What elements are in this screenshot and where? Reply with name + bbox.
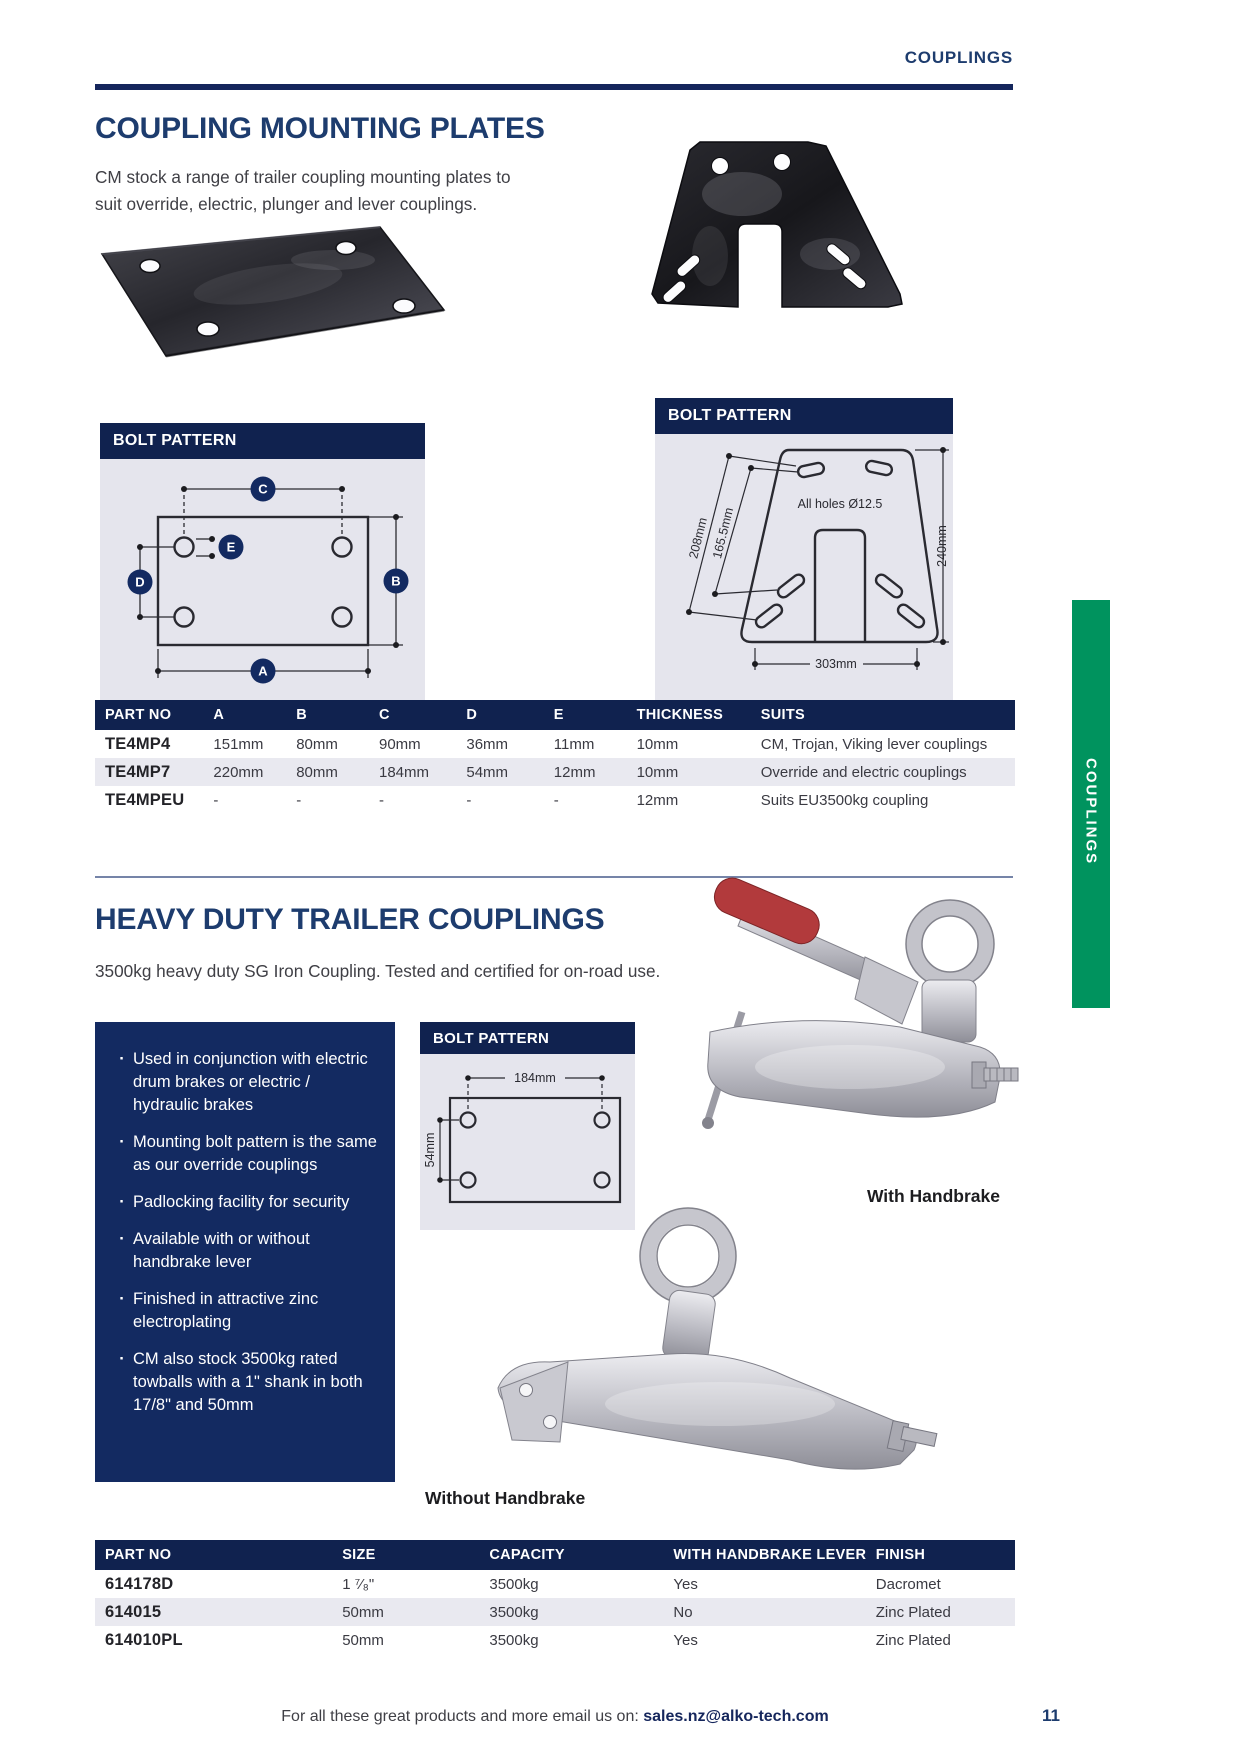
cell: - bbox=[296, 791, 302, 809]
list-item bbox=[111, 1191, 377, 1214]
cell: 50mm bbox=[342, 1631, 384, 1649]
intro-line-1: CM stock a range of trailer coupling mounting plates to bbox=[95, 167, 511, 187]
bullet-text: · Used in conjunction with electric drum brakes or electric / hydraulic brakes bbox=[133, 1050, 368, 1114]
bolt-pattern-header: BOLT PATTERN bbox=[655, 398, 953, 434]
list-item bbox=[111, 1131, 377, 1177]
bullet-text: · Mounting bolt pattern is the same as our override couplings bbox=[133, 1133, 377, 1174]
cell: 80mm bbox=[288, 758, 371, 786]
with-handbrake-illustration bbox=[650, 862, 1020, 1182]
part-no: TE4MP4 bbox=[105, 734, 171, 753]
col-part-no: PART NO bbox=[95, 700, 205, 730]
page-number: 11 bbox=[1042, 1706, 1060, 1725]
bolt-pattern-diagram-right bbox=[655, 434, 953, 701]
table-row bbox=[95, 730, 1015, 758]
col-c: C bbox=[371, 700, 458, 730]
list-item bbox=[111, 1288, 377, 1334]
without-handbrake-photo bbox=[470, 1192, 940, 1487]
dim-badge-a: A bbox=[258, 663, 268, 679]
table-row bbox=[95, 1598, 1015, 1626]
cell: 80mm bbox=[296, 735, 338, 753]
dim-208: 208mm bbox=[686, 516, 710, 560]
footer-text: For all these great products and more email us on: bbox=[281, 1708, 639, 1725]
bullet-text: · CM also stock 3500kg rated towballs with a 1" shank in both 17/8" and 50mm bbox=[133, 1350, 363, 1414]
table-row bbox=[95, 758, 1015, 786]
col-suits: SUITS bbox=[753, 700, 1015, 730]
cell: 3500kg bbox=[481, 1598, 665, 1626]
table-row bbox=[95, 1570, 1015, 1598]
cell: Dacromet bbox=[875, 1575, 941, 1593]
bolt-pattern-header: BOLT PATTERN bbox=[100, 423, 425, 459]
part-no: 614015 bbox=[95, 1598, 334, 1626]
bolt-pattern-header: BOLT PATTERN bbox=[420, 1022, 635, 1054]
list-item bbox=[111, 1228, 377, 1274]
cell: 10mm bbox=[636, 735, 679, 753]
col-handbrake: WITH HANDBRAKE LEVER bbox=[665, 1540, 867, 1570]
dim-badge-b: B bbox=[391, 573, 401, 589]
cell: Zinc Plated bbox=[875, 1631, 951, 1649]
cell: Suits EU3500kg coupling bbox=[760, 791, 929, 809]
section1-title: COUPLING MOUNTING PLATES bbox=[95, 112, 545, 145]
features-box bbox=[95, 1022, 395, 1482]
with-handbrake-photo bbox=[650, 862, 1020, 1187]
dim-badge-c: C bbox=[258, 481, 268, 497]
cell: 151mm bbox=[213, 735, 264, 753]
part-no: TE4MPEU bbox=[105, 790, 185, 809]
section2-title: HEAVY DUTY TRAILER COUPLINGS bbox=[95, 903, 605, 936]
shaped-plate-illustration bbox=[630, 136, 920, 354]
dimension-badges bbox=[128, 477, 409, 684]
dim-54: 54mm bbox=[423, 1132, 437, 1168]
col-part-no: PART NO bbox=[95, 1540, 334, 1570]
cell: 11mm bbox=[553, 735, 595, 753]
cell: No bbox=[665, 1598, 867, 1626]
side-tab-couplings bbox=[1072, 600, 1110, 1008]
dim-badge-d: D bbox=[135, 574, 145, 590]
cell: CM, Trojan, Viking lever couplings bbox=[760, 735, 988, 753]
bolt-pattern-panel-right bbox=[655, 398, 953, 701]
caption-without-handbrake: Without Handbrake bbox=[425, 1488, 586, 1508]
page-footer bbox=[95, 1708, 1015, 1726]
cell: - bbox=[553, 791, 559, 809]
col-size: SIZE bbox=[334, 1540, 481, 1570]
table-header-row bbox=[95, 1540, 1015, 1570]
flat-plate-photo bbox=[88, 222, 458, 367]
dim-badge-e: E bbox=[226, 539, 236, 555]
cell: 12mm bbox=[546, 758, 629, 786]
bolt-pattern-panel-left bbox=[100, 423, 425, 703]
cell: 220mm bbox=[205, 758, 288, 786]
cell: 3500kg bbox=[489, 1575, 539, 1593]
cell: - bbox=[213, 791, 219, 809]
cell: Yes bbox=[673, 1631, 698, 1649]
cell: - bbox=[378, 791, 384, 809]
list-item bbox=[111, 1048, 377, 1117]
table-row bbox=[95, 1626, 1015, 1654]
side-tab-label: COUPLINGS bbox=[1082, 758, 1100, 866]
flat-plate-illustration bbox=[88, 222, 458, 362]
page-section-label: COUPLINGS bbox=[904, 48, 1013, 67]
col-finish: FINISH bbox=[868, 1540, 1015, 1570]
cell: - bbox=[466, 791, 472, 809]
bullet-text: · Finished in attractive zinc electroplating bbox=[133, 1290, 319, 1331]
section1-intro bbox=[95, 164, 511, 218]
list-item bbox=[111, 1348, 377, 1417]
dim-240: 240mm bbox=[935, 525, 949, 567]
col-thickness: THICKNESS bbox=[629, 700, 753, 730]
cell: Zinc Plated bbox=[868, 1598, 1015, 1626]
col-e: E bbox=[546, 700, 629, 730]
header-rule bbox=[95, 84, 1013, 90]
cell: 10mm bbox=[629, 758, 753, 786]
cell: 3500kg bbox=[489, 1631, 539, 1649]
cell: 1 ⁷⁄₈" bbox=[342, 1575, 375, 1593]
caption-with-handbrake: With Handbrake bbox=[866, 1186, 1000, 1206]
cell: 90mm bbox=[378, 735, 421, 753]
part-no: 614010PL bbox=[105, 1630, 183, 1649]
footer-email-link[interactable]: sales.nz@alko-tech.com bbox=[643, 1708, 829, 1725]
intro-line-2: suit override, electric, plunger and lever couplings. bbox=[95, 194, 478, 214]
cell: Override and electric couplings bbox=[753, 758, 1015, 786]
shaped-plate-photo bbox=[630, 136, 920, 359]
mounting-plates-table bbox=[95, 700, 1015, 814]
table-header-row bbox=[95, 700, 1015, 730]
bullet-text: · Available with or without handbrake lever bbox=[133, 1230, 310, 1271]
table-row bbox=[95, 786, 1015, 814]
dim-303: 303mm bbox=[815, 657, 857, 671]
without-handbrake-illustration bbox=[470, 1192, 940, 1482]
couplings-table bbox=[95, 1540, 1015, 1654]
cell: 12mm bbox=[636, 791, 679, 809]
col-a: A bbox=[205, 700, 288, 730]
dim-165: 165.5mm bbox=[710, 506, 737, 561]
bolt-pattern-diagram-left bbox=[100, 459, 425, 703]
cell: 50mm bbox=[334, 1598, 481, 1626]
cell: 184mm bbox=[371, 758, 458, 786]
cell: 36mm bbox=[466, 735, 509, 753]
dim-184: 184mm bbox=[514, 1071, 556, 1085]
bullet-text: · Padlocking facility for security bbox=[133, 1193, 350, 1211]
cell: 54mm bbox=[458, 758, 545, 786]
part-no: 614178D bbox=[105, 1574, 174, 1593]
holes-note: All holes Ø12.5 bbox=[797, 497, 883, 511]
col-b: B bbox=[288, 700, 371, 730]
section2-intro: 3500kg heavy duty SG Iron Coupling. Tested and certified for on-road use. bbox=[95, 961, 661, 981]
col-capacity: CAPACITY bbox=[481, 1540, 665, 1570]
col-d: D bbox=[458, 700, 545, 730]
part-no: TE4MP7 bbox=[95, 758, 205, 786]
cell: Yes bbox=[673, 1575, 698, 1593]
